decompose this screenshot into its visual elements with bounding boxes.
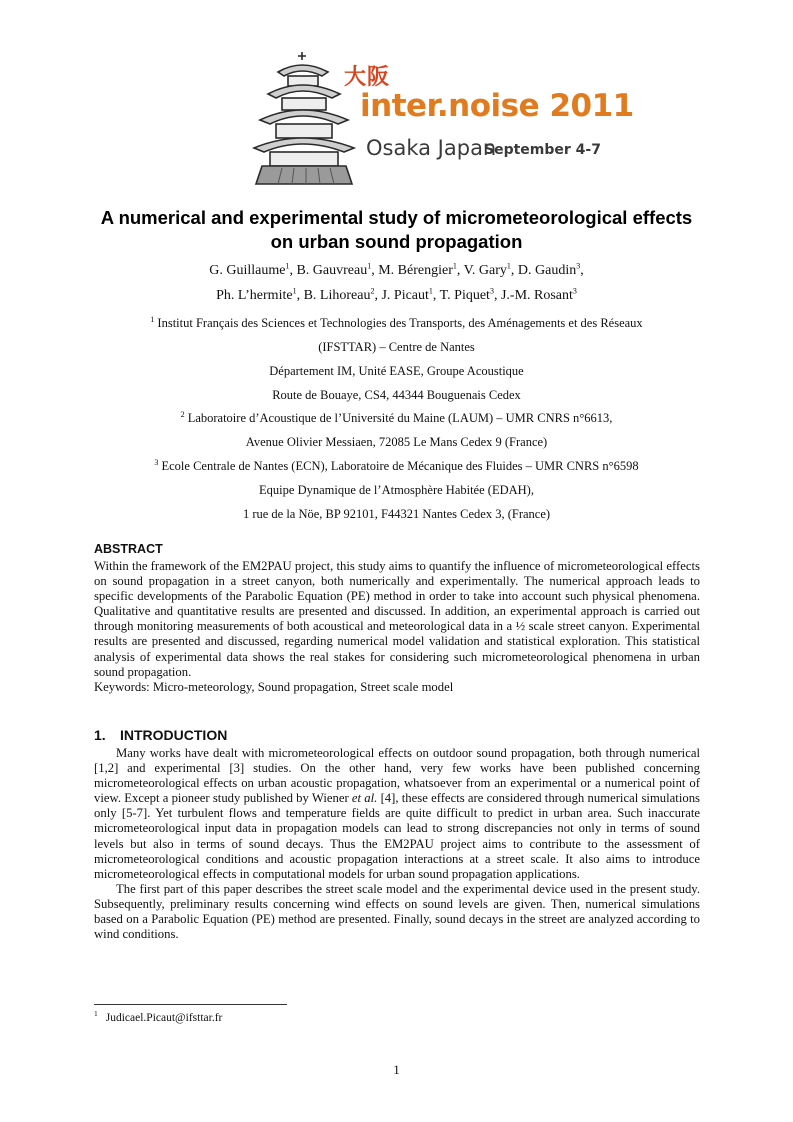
footnote-divider — [94, 1004, 287, 1005]
author-affiliation-mark: 2 — [370, 286, 375, 296]
author-affiliation-mark: 3 — [572, 286, 577, 296]
text-run: [4], these effects are considered through numerical simulations only [5-7]. Yet turbulent flows and temperature fields are quite difficult to predict in urban area. Such inaccurate micrometeorological input data in propagation models can lead to strong discrepancies not only in terms of sound levels but also in terms of sound decays. Thus the EM2PAU project aims to contribute to the assessment of micrometeorological conditions and acoustic propagation interactions at a street scale. It also aims to introduce micrometeorological effects in computational models for urban sound propagation applications. — [94, 791, 700, 881]
affiliation-2-line-1 — [40, 411, 753, 426]
author: T. Piquet — [439, 288, 490, 303]
logo-kanji: 大阪 — [344, 65, 391, 90]
author: J. Picaut — [381, 288, 429, 303]
page-number: 1 — [393, 1062, 400, 1077]
author-affiliation-mark: 1 — [428, 286, 433, 296]
author: Ph. L’hermite — [216, 288, 293, 303]
intro-paragraph-2: The first part of this paper describes the street scale model and the experimental device used in the present study. Subsequently, preliminary results concerning wind effects on sound levels are given. Then, numerical simulations based on a Parabolic Equation (PE) method are presented. Finally, sound decays in the street are analyzed according to wind conditions. — [94, 881, 700, 942]
introduction-body — [94, 746, 700, 942]
author: D. Gaudin — [517, 263, 577, 278]
author-affiliation-mark: 3 — [489, 286, 494, 296]
pagoda-castle-icon — [248, 50, 358, 190]
paper-title — [60, 206, 733, 254]
title-line-1: A numerical and experimental study of micrometeorological effects — [100, 207, 693, 228]
abstract-heading: ABSTRACT — [94, 542, 163, 556]
section-title: INTRODUCTION — [120, 727, 228, 743]
author-affiliation-mark: 1 — [285, 261, 290, 271]
author-affiliation-mark: 1 — [506, 261, 511, 271]
author: B. Gauvreau — [296, 263, 368, 278]
author-affiliation-mark: 1 — [292, 286, 297, 296]
keywords: Keywords: Micro-meteorology, Sound propagation, Street scale model — [94, 679, 454, 694]
affiliation-1-line-2: (IFSTTAR) – Centre de Nantes — [318, 340, 475, 354]
affiliation-3-line-3: 1 rue de la Nöe, BP 92101, F44321 Nantes Cedex 3, (France) — [242, 507, 551, 521]
footnote-mark: 1 — [94, 1009, 98, 1019]
affiliation-text: Laboratoire d’Acoustique de l’Université du Maine (LAUM) – UMR CNRS n°6613, — [187, 411, 613, 425]
logo-dates: September 4-7 — [484, 142, 601, 158]
affiliation-text: Ecole Centrale de Nantes (ECN), Laboratoire de Mécanique des Fluides – UMR CNRS n°6598 — [161, 459, 639, 473]
affiliation-1-line-3: Département IM, Unité EASE, Groupe Acoustique — [269, 364, 524, 378]
footnote — [94, 1009, 223, 1024]
authors-line-2: Ph. L’hermite$^1$, B. Lihoreau$^2$, J. Picaut$^1$, T. Piquet$^3$, J.-M. Rosant$^3$ — [216, 286, 577, 303]
author-affiliation-mark: 1 — [367, 261, 372, 271]
logo-place: Osaka Japan — [366, 136, 497, 160]
affiliation-1-line-1 — [40, 316, 753, 331]
author-affiliation-mark: 3 — [576, 261, 581, 271]
emphasis: et al. — [351, 791, 378, 806]
affiliation-3-line-2: Equipe Dynamique de l’Atmosphère Habitée (EDAH), — [259, 483, 534, 497]
affiliation-3-line-1 — [40, 459, 753, 474]
affiliation-mark: 3 — [154, 457, 159, 467]
text-run: Many works have dealt with micrometeorological effects on outdoor sound propagation, both through numerical [1,2] and experimental [3] studies. On the other hand, very few works have been published concerning micrometeorological effects on urban acoustic propagation, whatsoever from an experimental or a numerical point of view. Except a pioneer study published by Wiener — [94, 746, 700, 806]
title-line-2: on urban sound propagation — [270, 231, 523, 252]
affiliation-mark: 1 — [150, 314, 155, 324]
abstract-text: Within the framework of the EM2PAU project, this study aims to quantify the influence of micrometeorological effects on sound propagation in a street canyon, both numerically and experimentally. The numerical approach leads to specific developments of the Parabolic Equation (PE) method in order to take into account such physical phenomena. Qualitative and quantitative results are presented and discussed. In addition, an experimental approach is carried out through monitoring measurements of both acoustical and meteorological data in a ½ scale street canyon. Experimental results are presented and discussed, regarding numerical model validation and statistical exploration. This statistical analysis of experimental data shows the real stakes for considering such micrometeorological phenomena in urban sound propagation. — [94, 559, 700, 679]
author: G. Guillaume — [209, 263, 286, 278]
section-heading-introduction — [94, 727, 227, 743]
author-affiliation-mark: 1 — [452, 261, 457, 271]
affiliation-2-line-2: Avenue Olivier Messiaen, 72085 Le Mans Cedex 9 (France) — [245, 435, 548, 449]
affiliation-text: Institut Français des Sciences et Technologies des Transports, des Aménagements et des Réseaux — [157, 316, 643, 330]
authors-line-1: G. Guillaume$^1$, B. Gauvreau$^1$, M. Bérengier$^1$, V. Gary$^1$, D. Gaudin$^3$, — [209, 261, 584, 278]
author: M. Bérengier — [378, 263, 453, 278]
logo-brand-text: inter.noise 2011 — [360, 88, 634, 124]
author: J.-M. Rosant — [500, 288, 573, 303]
intro-paragraph-1 — [94, 746, 700, 882]
author: B. Lihoreau — [303, 288, 371, 303]
abstract-body — [94, 559, 700, 695]
section-number: 1. — [94, 727, 106, 743]
affiliation-mark: 2 — [180, 409, 185, 419]
author: V. Gary — [463, 263, 507, 278]
footnote-email[interactable]: Judicael.Picaut@ifsttar.fr — [105, 1012, 223, 1024]
affiliation-1-line-4: Route de Bouaye, CS4, 44344 Bouguenais Cedex — [272, 388, 521, 402]
